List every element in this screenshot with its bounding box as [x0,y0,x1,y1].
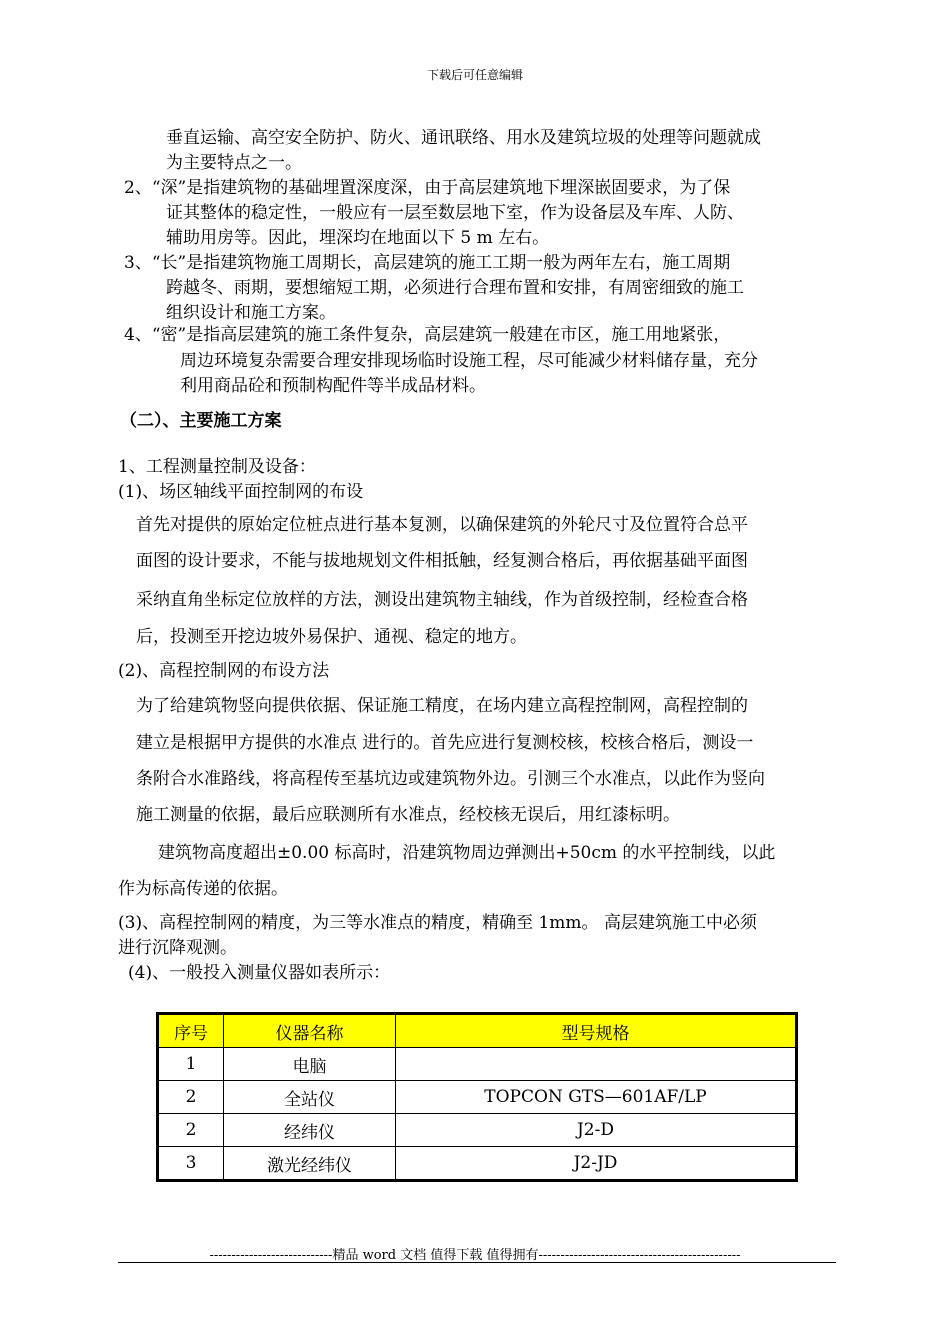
paragraph-line: 为了给建筑物竖向提供依据、保证施工精度，在场内建立高程控制网，高程控制的 [136,696,748,716]
paragraph-line: 利用商品砼和预制构配件等半成品材料。 [180,376,486,396]
col-header-no: 序号 [158,1014,224,1048]
subsection-heading: (4)、一般投入测量仪器如表所示： [128,963,391,983]
subsection-heading: (2)、高程控制网的布设方法 [118,661,330,681]
paragraph-line: 周边环境复杂需要合理安排现场临时设施工程，尽可能减少材料储存量，充分 [180,351,758,371]
table-cell: 1 [158,1048,224,1081]
paragraph-line: 建筑物高度超出±0.00 标高时，沿建筑物周边弹测出+50cm 的水平控制线，以此 [158,843,776,863]
subsection-heading: 1、工程测量控制及设备： [118,457,316,477]
paragraph-line: 组织设计和施工方案。 [166,303,336,323]
footer-rule [118,1262,836,1263]
table-cell: 2 [158,1114,224,1147]
page-header: 下载后可任意编辑 [426,68,523,82]
table-cell: 3 [158,1147,224,1181]
paragraph-line: 垂直运输、高空安全防护、防火、通讯联络、用水及建筑垃圾的处理等问题就成 [166,128,761,148]
paragraph-line: 条附合水准路线，将高程传至基坑边或建筑物外边。引测三个水准点，以此作为竖向 [136,769,765,789]
table-row [158,1147,797,1181]
col-header-name: 仪器名称 [224,1014,396,1048]
list-item-2: 2、“深”是指建筑物的基础埋置深度深，由于高层建筑地下埋深嵌固要求，为了保 [124,178,731,198]
table-cell: TOPCON GTS—601AF/LP [396,1081,797,1114]
paragraph-line: 证其整体的稳定性，一般应有一层至数层地下室，作为设备层及车库、人防、 [166,203,744,223]
table-row [158,1081,797,1114]
table-cell: 全站仪 [224,1081,396,1114]
table-row [158,1048,797,1081]
table-cell: J2-D [396,1114,797,1147]
table-cell: 激光经纬仪 [224,1147,396,1181]
table-cell: 经纬仪 [224,1114,396,1147]
paragraph-line: 施工测量的依据，最后应联测所有水准点，经校核无误后，用红漆标明。 [136,805,680,825]
instrument-table [156,1012,798,1182]
table-cell: J2-JD [396,1147,797,1181]
paragraph-line: 作为标高传递的依据。 [118,879,288,899]
subsection-heading: (1)、场区轴线平面控制网的布设 [118,482,364,502]
col-header-model: 型号规格 [396,1014,797,1048]
paragraph-line: 面图的设计要求，不能与拔地规划文件相抵触，经复测合格后，再依据基础平面图 [136,551,748,571]
table-row [158,1114,797,1147]
table-cell [396,1048,797,1081]
table-cell: 电脑 [224,1048,396,1081]
paragraph-line: 跨越冬、雨期，要想缩短工期，必须进行合理布置和安排，有周密细致的施工 [166,278,744,298]
paragraph-line: 后，投测至开挖边坡外易保护、通视、稳定的地方。 [136,627,527,647]
table-cell: 2 [158,1081,224,1114]
paragraph-line: 进行沉降观测。 [118,938,237,958]
paragraph-line: 辅助用房等。因此，埋深均在地面以下 5 m 左右。 [166,228,550,248]
page-footer: ----------------------------精品 word 文档 值得下载 值得拥有---------------------------------------------- [209,1248,741,1263]
list-item-4: 4、“密”是指高层建筑的施工条件复杂，高层建筑一般建在市区，施工用地紧张， [124,325,731,345]
paragraph-line: 为主要特点之一。 [166,153,302,173]
paragraph-line: 首先对提供的原始定位桩点进行基本复测，以确保建筑的外轮尺寸及位置符合总平 [136,515,748,535]
paragraph-line: 采纳直角坐标定位放样的方法，测设出建筑物主轴线，作为首级控制，经检查合格 [136,590,748,610]
section-heading: （二）、主要施工方案 [120,411,282,431]
paragraph-line: 建立是根据甲方提供的水准点 进行的。首先应进行复测校核，校核合格后，测设一 [136,733,754,753]
table-header-row [158,1014,797,1048]
subsection-heading: (3)、高程控制网的精度，为三等水准点的精度，精确至 1mm。 高层建筑施工中必须 [118,913,757,933]
list-item-3: 3、“长”是指建筑物施工周期长，高层建筑的施工工期一般为两年左右，施工周期 [124,253,731,273]
